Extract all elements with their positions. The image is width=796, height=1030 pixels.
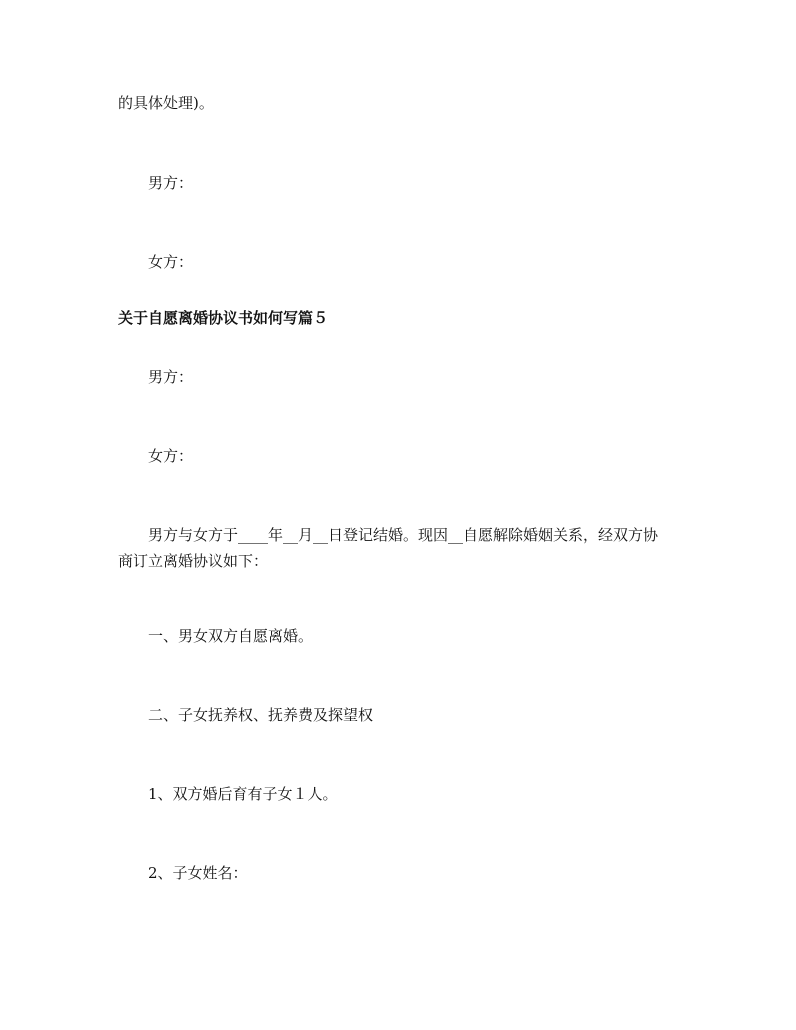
female-party-label: 女方：	[148, 253, 194, 271]
clause-1: 一、男女双方自愿离婚。	[148, 627, 314, 645]
intro-line-2: 商订立离婚协议如下：	[118, 552, 269, 570]
male-party-label: 男方：	[148, 174, 194, 192]
continuation-text: 的具体处理)。	[118, 94, 214, 112]
intro-line-1: 男方与女方于____年__月__日登记结婚。现因__自愿解除婚姻关系，经双方协	[148, 526, 659, 544]
section5-male-label: 男方：	[148, 368, 194, 386]
clause-2-item-2: 2、子女姓名：	[148, 864, 248, 882]
section5-female-label: 女方：	[148, 447, 194, 465]
clause-2-item-1: 1、双方婚后育有子女１人。	[148, 785, 338, 803]
section-title: 关于自愿离婚协议书如何写篇５	[118, 309, 329, 327]
clause-2-heading: 二、子女抚养权、抚养费及探望权	[148, 706, 374, 724]
intro-paragraph	[118, 522, 686, 574]
